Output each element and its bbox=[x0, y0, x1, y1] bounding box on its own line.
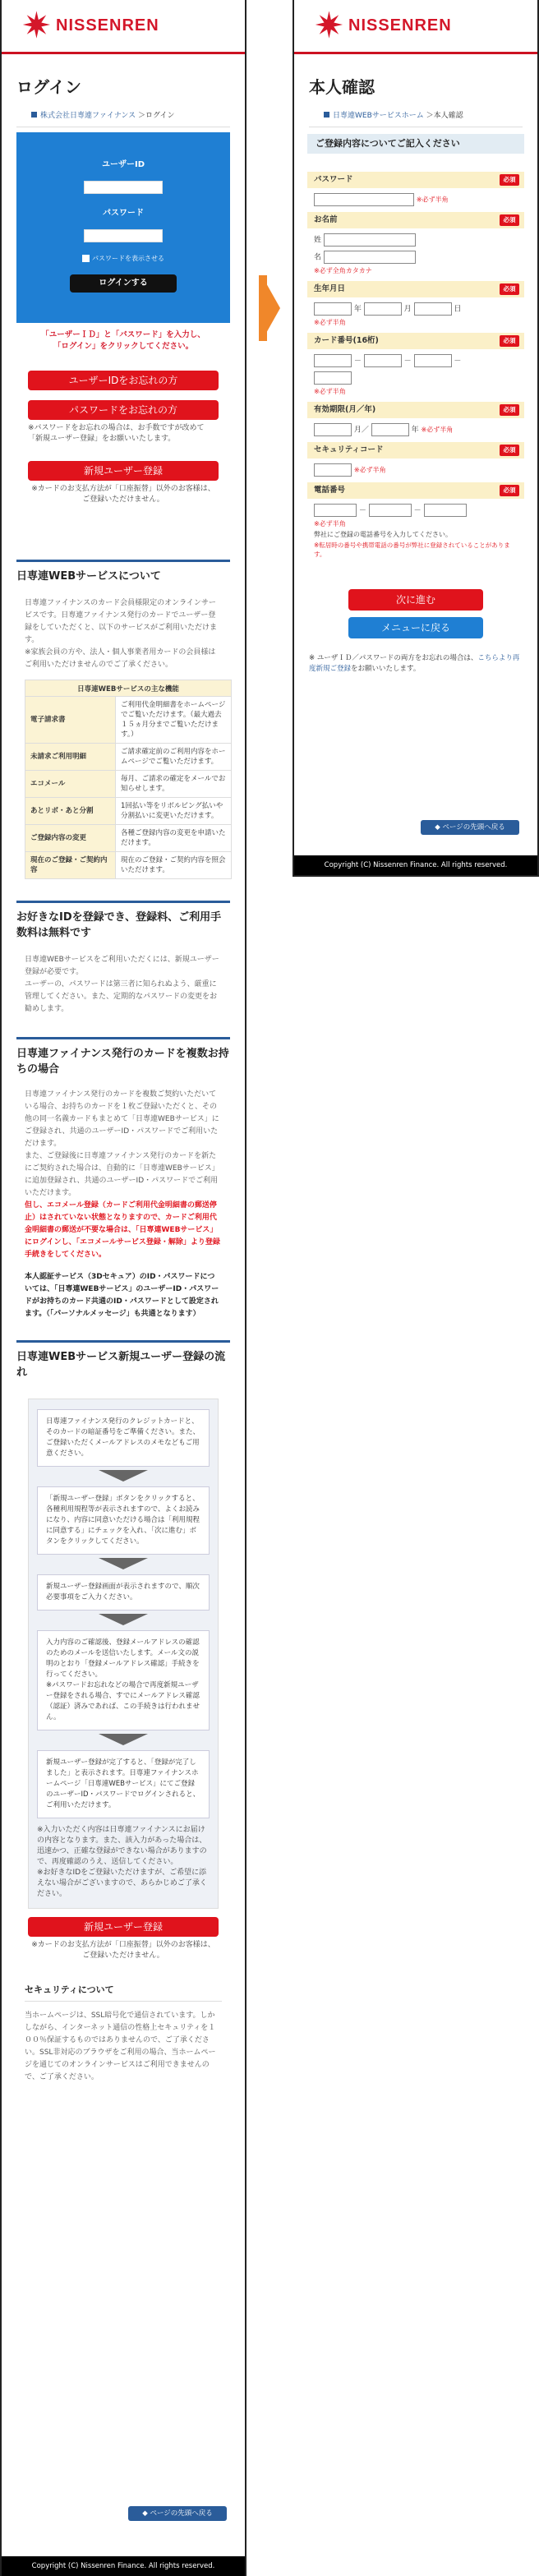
down-arrow-icon bbox=[99, 1734, 148, 1745]
last-name-input[interactable] bbox=[324, 233, 416, 247]
breadcrumb-home-link[interactable]: 株式会社日専連ファイナンス bbox=[40, 112, 136, 120]
square-bullet-icon bbox=[31, 112, 37, 118]
phone-input-2[interactable] bbox=[369, 504, 412, 517]
field-security-code: セキュリティコード 必須 ※必ず半角 bbox=[307, 442, 524, 482]
field-expiry: 有効期限(月／年) 必須 月／ 年 ※必ず半角 bbox=[307, 402, 524, 442]
required-badge: 必須 bbox=[500, 174, 519, 186]
forgot-password-button[interactable]: パスワードをお忘れの方 bbox=[28, 400, 219, 420]
field-phone: 電話番号 必須 － － ※必ず半角 弊社にご登録の電話番号を入力してください。 ※転居時の番号や携帯電話の番号が弊社に登録されていることがあります。 bbox=[307, 482, 524, 565]
phone-input-1[interactable] bbox=[314, 504, 357, 517]
page-title: ログイン bbox=[16, 77, 81, 97]
table-row: ご登録内容の変更 各種ご登録内容の変更を申請いただけます。 bbox=[25, 825, 232, 852]
site-logo[interactable]: ✷ NISSENREN bbox=[2, 0, 245, 54]
table-row: 現在のご登録・ご契約内容 現在のご登録・ご契約内容を照会いただけます。 bbox=[25, 852, 232, 879]
breadcrumb-home-link[interactable]: 日専連WEBサービスホーム bbox=[333, 112, 424, 120]
free-description: 日専連WEBサービスをご利用いただくには、新規ユーザー登録が必要です。 ユーザーの、パスワードは第三者に知られぬよう、厳重に管理してください。また、定期的なパスワードの変更をお勧めします。 bbox=[25, 956, 219, 1013]
section-heading-web-service: 日専連WEBサービスについて bbox=[16, 560, 230, 588]
show-password-checkbox[interactable]: パスワードを表示させる bbox=[16, 254, 230, 263]
down-arrow-icon bbox=[99, 1558, 148, 1569]
user-id-label: ユーザーID bbox=[101, 160, 145, 169]
features-table bbox=[25, 680, 232, 879]
required-badge: 必須 bbox=[500, 404, 519, 416]
security-description: 当ホームページは、SSL暗号化で通信されています。しかしながら、インターネット通信の性格上セキュリティを１００％保証するものではありませんので、ご了承ください。SSL非対応のブラウザをご利用の場合、当ホームページを通じてのオンラインサービスはご利用できませんので、ご了承ください。 bbox=[25, 2011, 216, 2081]
identity-check-screen bbox=[293, 0, 539, 877]
field-name: お名前 必須 姓 名 ※必ず全角カタカナ bbox=[307, 212, 524, 281]
eco-mail-warning: 但し、エコメール登録（カードご利用代金明細書の郵送停止）はされていない状態となりますので、カードご利用代金明細書の郵送が不要な場合は、「日専連WEBサービス」にログインし、「エコメールサービス登録・解除」より登録手続きをしてください。 bbox=[25, 1201, 220, 1259]
field-card-number: カード番号(16桁) 必須 － － － ※必ず半角 bbox=[307, 333, 524, 402]
forgot-note: ※パスワードをお忘れの場合は、お手数ですが改めて「新規ユーザー登録」をお願いいたします。 bbox=[28, 424, 205, 443]
section-heading-multiple-cards: 日専連ファイナンス発行のカードを複数お持ちの場合 bbox=[16, 1037, 230, 1081]
section-heading-registration-flow: 日専連WEBサービス新規ユーザー登録の流れ bbox=[16, 1340, 230, 1384]
flow-step: 「新規ユーザー登録」ボタンをクリックすると、各種利用規程等が表示されますので、よくお読みになり、内容に同意いただける場合は「利用規程に同意する」にチェックを入れ、「次に進む」ボタンをクリックしてください。 bbox=[37, 1486, 210, 1555]
next-screen-arrow bbox=[259, 275, 274, 341]
flow-step: 新規ユーザー登録画面が表示されますので、順次必要事項をご入力ください。 bbox=[37, 1574, 210, 1611]
login-button[interactable]: ログインする bbox=[70, 274, 177, 293]
site-logo[interactable]: ✷ NISSENREN bbox=[294, 0, 537, 54]
card-number-input-3[interactable] bbox=[414, 354, 452, 367]
birth-day-input[interactable] bbox=[414, 302, 452, 316]
expiry-month-input[interactable] bbox=[314, 423, 352, 436]
security-code-input[interactable] bbox=[314, 463, 352, 477]
square-bullet-icon bbox=[324, 112, 329, 118]
3d-secure-note: 本人認証サービス（3Dセキュア）のID・パスワードについては、「日専連WEBサービス」のユーザーID・パスワードがお持ちのカード共通のID・パスワードとして設定されます。（「パーソナルメッセージ」も共通となります） bbox=[25, 1273, 219, 1318]
required-badge: 必須 bbox=[500, 214, 519, 226]
form-title: ご登録内容についてご記入ください bbox=[307, 134, 524, 154]
required-badge: 必須 bbox=[500, 445, 519, 456]
field-password: パスワード 必須 ※必ず半角 bbox=[307, 172, 524, 212]
back-to-top-button[interactable]: ◆ ページの先頭へ戻る bbox=[128, 2506, 227, 2521]
forgot-both-note: ※ ユーザＩＤ／パスワードの両方をお忘れの場合は、こちらより再度新規ご登録をお願いいたします。 bbox=[309, 654, 520, 673]
table-row: あとリボ・あと分割 1回払い等をリボルビング払いや分割払いに変更いただけます。 bbox=[25, 798, 232, 825]
password-input[interactable] bbox=[314, 193, 414, 206]
star-logo-icon bbox=[316, 12, 345, 41]
register-button[interactable]: 新規ユーザー登録 bbox=[28, 461, 219, 481]
table-row: 未請求ご利用明細 ご請求確定前のご利用内容をホームページでご覧いただけます。 bbox=[25, 744, 232, 771]
password-label: パスワード bbox=[103, 209, 144, 218]
copyright: Copyright (C) Nissenren Finance. All rights reserved. bbox=[2, 2556, 245, 2576]
required-badge: 必須 bbox=[500, 335, 519, 347]
expiry-year-input[interactable] bbox=[371, 423, 409, 436]
star-logo-icon bbox=[23, 12, 53, 41]
field-birthdate: 生年月日 必須 年 月 日 ※必ず半角 bbox=[307, 281, 524, 333]
features-table-header: 日専連WEBサービスの主な機能 bbox=[25, 680, 232, 697]
first-name-input[interactable] bbox=[324, 251, 416, 264]
login-screen bbox=[0, 0, 246, 2576]
card-number-input-4[interactable] bbox=[314, 371, 352, 385]
flow-step: 新規ユーザー登録が完了すると、「登録が完了しました」と表示されます。日専連ファイナンスホームページ「日専連WEBサービス」にてご登録のユーザーID・パスワードでログインされると、ご利用いただけます。 bbox=[37, 1750, 210, 1818]
down-arrow-icon bbox=[99, 1614, 148, 1625]
required-badge: 必須 bbox=[500, 283, 519, 295]
breadcrumb: 株式会社日専連ファイナンス ＞ログイン bbox=[16, 109, 230, 127]
registration-flow bbox=[28, 1399, 219, 1909]
table-row: エコメール 毎月、ご請求の確定をメールでお知らせします。 bbox=[25, 771, 232, 798]
card-number-input-2[interactable] bbox=[364, 354, 402, 367]
required-badge: 必須 bbox=[500, 485, 519, 496]
back-to-menu-button[interactable]: メニューに戻る bbox=[348, 617, 483, 638]
phone-input-3[interactable] bbox=[424, 504, 467, 517]
checkbox-icon[interactable] bbox=[82, 255, 90, 262]
back-to-top-button[interactable]: ◆ ページの先頭へ戻る bbox=[421, 820, 519, 835]
flow-notes: ※入力いただく内容は日専連ファイナンスにお届けの内容となります。また、該入力があった場合は、迅速かつ、正確な登録ができない場合がありますので、再度確認のうえ、送信してください。 ※お好きなIDをご登録いただけますが、ご希望に添えない場合がございますので、あらかじめご了承ください。 bbox=[37, 1826, 207, 1898]
register-button-bottom[interactable]: 新規ユーザー登録 bbox=[28, 1917, 219, 1937]
login-instruction: 「ユーザーＩＤ」と「パスワード」を入力し、 「ログイン」をクリックしてください。 bbox=[41, 330, 205, 351]
register-note: ※カードのお支払方法が「口座振替」以外のお客様は、ご登録いただけません。 bbox=[31, 485, 215, 504]
web-service-description: 日専連ファイナンスのカード会員様限定のオンラインサービスです。日専連ファイナンス発行のカードでユーザー登録をしていただくと、以下のサービスがご利用いただけます。 ※家族会員の方や、法人・個人事業者用カードの会員様はご利用いただけませんのでご了承ください。 bbox=[25, 599, 218, 669]
login-form bbox=[16, 132, 230, 323]
user-id-input[interactable] bbox=[84, 181, 163, 194]
table-row: 電子請求書 ご利用代金明細書をホームページでご覧いただけます。（最大過去１５ヵ月分までご覧いただけます。） bbox=[25, 697, 232, 744]
forgot-id-button[interactable]: ユーザーIDをお忘れの方 bbox=[28, 371, 219, 390]
down-arrow-icon bbox=[99, 1470, 148, 1482]
password-input[interactable] bbox=[84, 229, 163, 242]
re-register-link[interactable]: こちらより再度新規ご登録 bbox=[309, 654, 520, 673]
flow-step: 日専連ファイナンス発行のクレジットカードと、そのカードの暗証番号をご準備ください。また、ご登録いただくメールアドレスのメモなどもご用意ください。 bbox=[37, 1409, 210, 1467]
birth-month-input[interactable] bbox=[364, 302, 402, 316]
multiple-cards-description: 日専連ファイナンス発行のカードを複数ご契約いただいている場合、お持ちのカードを１枚ご登録いただくと、その他の同一名義カードもまとめて「日専連WEBサービス」にご登録され、共通のユーザーID・パスワードでご利用いただけます。 また、ご登録後に日専連ファイナンス発行のカードを新たにご契約された場合は、自動的に「日専連WEBサービス」に追加登録され、共通のユーザーID・パスワードでご利用いただけます。 bbox=[25, 1090, 219, 1197]
next-button[interactable]: 次に進む bbox=[348, 589, 483, 611]
flow-step: 入力内容のご確認後、登録メールアドレスの確認のためのメールを送信いたします。メール文の説明のとおり「登録メールアドレス確認」手続きを行ってください。 ※パスワードお忘れなどの場合で再度新規ユーザー登録をされる場合、すでにメールアドレス確認（認証）済みであれば、この手続きは行われません。 bbox=[37, 1630, 210, 1730]
section-heading-free: お好きなIDを登録でき、登録料、ご利用手数料は無料です bbox=[16, 901, 230, 944]
page-title: 本人確認 bbox=[309, 77, 375, 97]
breadcrumb: 日専連WEBサービスホーム ＞本人確認 bbox=[309, 109, 523, 127]
card-number-input-1[interactable] bbox=[314, 354, 352, 367]
birth-year-input[interactable] bbox=[314, 302, 352, 316]
section-heading-security: セキュリティについて bbox=[25, 1983, 222, 2002]
copyright: Copyright (C) Nissenren Finance. All rights reserved. bbox=[294, 855, 537, 875]
register-note-bottom: ※カードのお支払方法が「口座振替」以外のお客様は、ご登録いただけません。 bbox=[31, 1941, 215, 1960]
